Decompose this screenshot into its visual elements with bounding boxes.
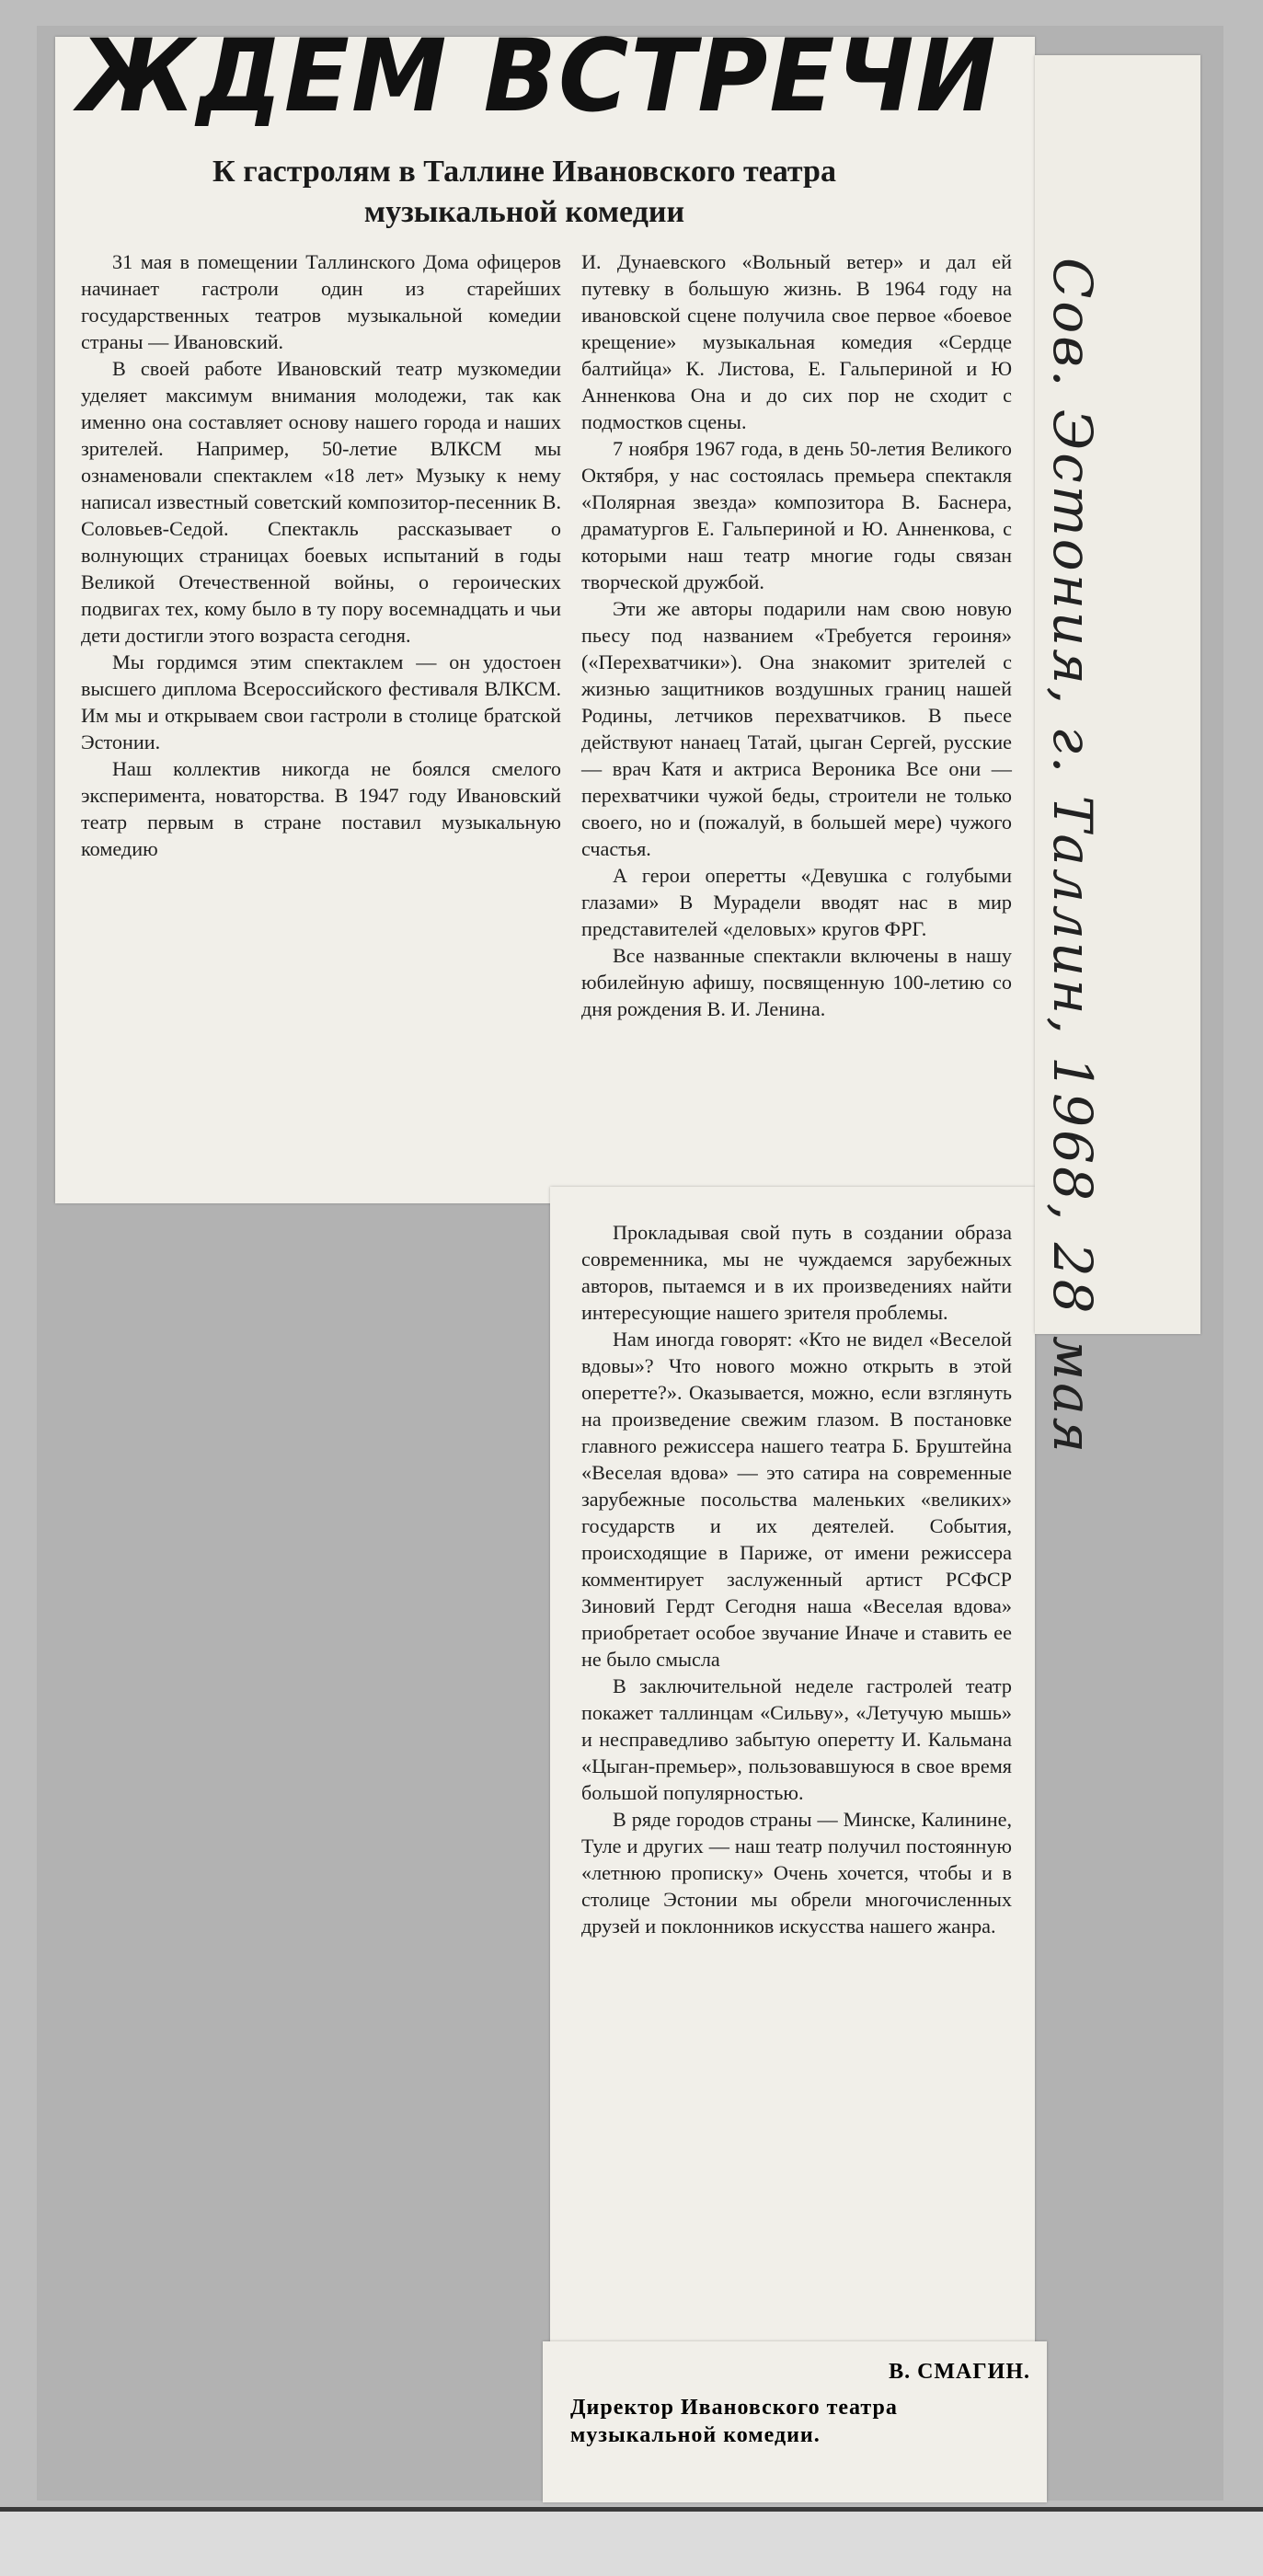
- headline: ЖДЕМ ВСТРЕЧИ: [78, 16, 998, 135]
- paragraph: И. Дунаевского «Вольный ветер» и дал ей путевку в большую жизнь. В 1964 году на ивановской сцене получила свое первое «боевое крещение» музыкальная комедия «Сердце балтийца» К. Листова, Е. Гальпериной и Ю Анненкова Она и до сих пор не сходит с подмостков сцены.: [581, 250, 1012, 433]
- column-left: [81, 248, 561, 862]
- paragraph: Наш коллектив никогда не боялся смелого эксперимента, новаторства. В 1947 году Ивановский театр первым в стране поставил музыкальную комедию: [81, 757, 561, 860]
- paragraph: Все названные спектакли включены в нашу юбилейную афишу, посвященную 100-летию со дня рождения В. И. Ленина.: [581, 944, 1012, 1020]
- paragraph: Прокладывая свой путь в создании образа современника, мы не чуждаемся зарубежных авторов, пытаемся и в их произведениях найти интересующие нашего зрителя проблемы.: [581, 1221, 1012, 1324]
- paragraph: В ряде городов страны — Минске, Калинине, Туле и других — наш театр получил постоянную «летнюю прописку» Очень хочется, чтобы и в столице Эстонии мы обрели многочисленных друзей и поклонников искусства нашего жанра.: [581, 1808, 1012, 1938]
- author-position: [570, 2394, 1030, 2449]
- author-position-line-1: Директор Ивановского театра: [570, 2396, 898, 2420]
- paragraph: Мы гордимся этим спектаклем — он удостоен высшего диплома Всероссийского фестиваля ВЛКСМ. Им мы и открываем свои гастроли в столице братской Эстонии.: [81, 650, 561, 753]
- author-name: В. СМАГИН.: [889, 2360, 1030, 2384]
- column-right-bottom: [581, 1219, 1012, 1939]
- author-position-line-2: музыкальной комедии.: [570, 2423, 821, 2447]
- subheadline-line-1: К гастролям в Таллине Ивановского театра: [212, 155, 836, 189]
- paragraph: 7 ноября 1967 года, в день 50-летия Великого Октября, у нас состоялась премьера спектакля «Полярная звезда» композитора В. Баснера, драматургов Е. Гальпериной и Ю. Анненкова, с которыми наш театр многие годы связан творческой дружбой.: [581, 437, 1012, 593]
- paragraph: А герои оперетты «Девушка с голубыми глазами» В Мурадели вводят нас в мир представителей «деловых» кругов ФРГ.: [581, 864, 1012, 940]
- signature-block: [570, 2360, 1030, 2449]
- paragraph: Эти же авторы подарили нам свою новую пьесу под названием «Требуется героиня» («Перехватчики»). Она знакомит зрителей с жизнью защитников воздушных границ нашей Родины, летчиков перехватчиков. В пьесе действуют нанаец Татай, цыган Сергей, русские — врач Катя и актриса Вероника Все они — перехватчики чужой беды, строители не только своего, но и (пожалуй, в большей мере) чужого счастья.: [581, 597, 1012, 860]
- subheadline-line-2: музыкальной комедии: [363, 195, 685, 229]
- subheadline: [110, 152, 938, 233]
- paragraph: В своей работе Ивановский театр музкомедии уделяет максимум внимания молодежи, так как именно она составляет основу нашего города и наших зрителей. Например, 50-летие ВЛКСМ мы ознаменовали спектаклем «18 лет» Музыку к нему написал известный советский композитор-песенник В. Соловьев-Седой. Спектакль рассказывает о волнующих страницах боевых испытаний в годы Великой Отечественной войны, о героических подвигах тех, кому было в ту пору восемнадцать и чьи дети достигли этого возраста сегодня.: [81, 357, 561, 647]
- paragraph: 31 мая в помещении Таллинского Дома офицеров начинает гастроли один из старейших государственных театров музыкальной комедии страны — Ивановский.: [81, 250, 561, 353]
- paragraph: Нам иногда говорят: «Кто не видел «Веселой вдовы»? Что нового можно открыть в этой оперетте?». Оказывается, можно, если взглянуть на произведение свежим глазом. В постановке главного режиссера нашего театра Б. Бруштейна «Веселая вдова» — это сатира на современные зарубежные посольства маленьких «великих» государств и их деятелей. События, происходящие в Париже, от имени режиссера комментирует заслуженный артист РСФСР Зиновий Гердт Сегодня наша «Веселая вдова» приобретает особое звучание Иначе и ставить ее не было смысла: [581, 1328, 1012, 1671]
- column-right-top: [581, 248, 1012, 1022]
- background-bottom: [0, 2512, 1263, 2576]
- paragraph: В заключительной неделе гастролей театр покажет таллинцам «Сильву», «Летучую мышь» и несправедливо забытую оперетту И. Кальмана «Цыган-премьер», пользовавшуюся в свое время большой популярностью.: [581, 1674, 1012, 1804]
- handwritten-note: Сов. Эстония, г. Таллин, 1968, 28 мая: [1041, 258, 1104, 1456]
